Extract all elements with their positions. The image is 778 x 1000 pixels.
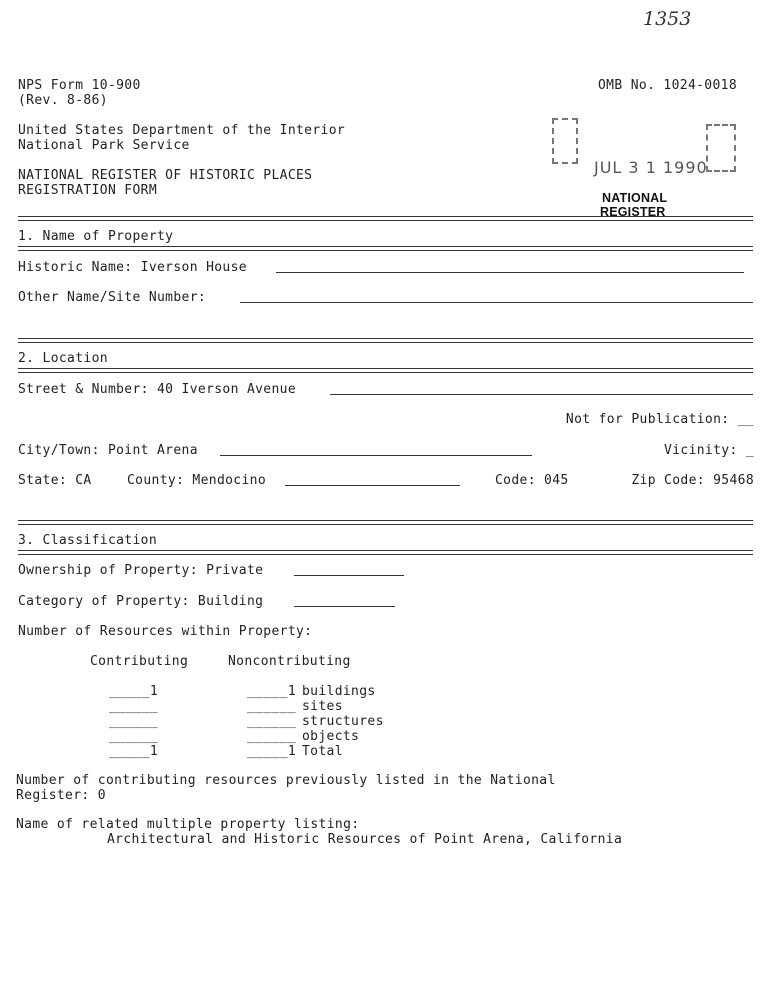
agency-line-1: United States Department of the Interior: [18, 123, 346, 138]
historic-name-field: Historic Name: Iverson House: [18, 260, 247, 275]
other-name-field: Other Name/Site Number:: [18, 290, 207, 305]
form-revision: (Rev. 8-86): [18, 93, 108, 108]
category-field: Category of Property: Building: [18, 594, 264, 609]
section-3-heading: 3. Classification: [18, 533, 158, 548]
fill-line: [294, 575, 404, 576]
contributing-count: _____1: [109, 744, 159, 759]
fill-line: [294, 606, 395, 607]
section-divider: [18, 368, 753, 373]
contributing-column-header: Contributing: [90, 654, 189, 669]
vicinity-field: Vicinity: _: [664, 443, 754, 458]
section-divider: [18, 338, 753, 343]
resource-type-label: structures: [302, 714, 384, 729]
form-id: NPS Form 10-900: [18, 78, 141, 93]
noncontributing-count: ______: [247, 729, 297, 744]
stamp-bracket-right: [706, 124, 736, 172]
stamp-register: REGISTER: [600, 205, 666, 219]
resource-type-label: objects: [302, 729, 360, 744]
related-listing-label: Name of related multiple property listing:: [16, 817, 360, 832]
county-field: County: Mendocino: [127, 473, 267, 488]
fill-line: [220, 455, 532, 456]
resources-label: Number of Resources within Property:: [18, 624, 313, 639]
previously-listed-line-1: Number of contributing resources previously listed in the National: [16, 773, 556, 788]
noncontributing-column-header: Noncontributing: [228, 654, 351, 669]
contributing-count: _____1: [109, 684, 159, 699]
section-divider: [18, 520, 753, 525]
fill-line: [285, 485, 460, 486]
resource-type-label: Total: [302, 744, 343, 759]
stamp-bracket-left: [552, 118, 578, 164]
section-divider: [18, 216, 753, 221]
county-code-field: Code: 045: [495, 473, 569, 488]
fill-line: [276, 272, 744, 273]
zip-code-field: Zip Code: 95468: [631, 473, 754, 488]
not-for-publication-field: Not for Publication: __: [565, 412, 754, 427]
stamp-date: JUL 3 1 1990: [594, 158, 708, 177]
noncontributing-count: ______: [247, 699, 297, 714]
handwritten-page-number: 1353: [643, 8, 692, 30]
city-field: City/Town: Point Arena: [18, 443, 198, 458]
form-title-line-1: NATIONAL REGISTER OF HISTORIC PLACES: [18, 168, 313, 183]
resource-type-label: sites: [302, 699, 343, 714]
fill-line: [240, 302, 753, 303]
fill-line: [330, 394, 753, 395]
noncontributing-count: ______: [247, 714, 297, 729]
section-divider: [18, 550, 753, 555]
section-2-heading: 2. Location: [18, 351, 108, 366]
agency-line-2: National Park Service: [18, 138, 190, 153]
omb-number: OMB No. 1024-0018: [598, 78, 738, 93]
contributing-count: ______: [109, 729, 159, 744]
contributing-count: ______: [109, 714, 159, 729]
noncontributing-count: _____1: [247, 744, 297, 759]
noncontributing-count: _____1: [247, 684, 297, 699]
state-field: State: CA: [18, 473, 92, 488]
related-listing-value: Architectural and Historic Resources of Point Arena, California: [107, 832, 623, 847]
ownership-field: Ownership of Property: Private: [18, 563, 264, 578]
form-title-line-2: REGISTRATION FORM: [18, 183, 158, 198]
stamp-national: NATIONAL: [602, 191, 668, 205]
street-field: Street & Number: 40 Iverson Avenue: [18, 382, 297, 397]
contributing-count: ______: [109, 699, 159, 714]
section-1-heading: 1. Name of Property: [18, 229, 174, 244]
section-divider: [18, 246, 753, 251]
previously-listed-line-2: Register: 0: [16, 788, 106, 803]
resource-type-label: buildings: [302, 684, 376, 699]
